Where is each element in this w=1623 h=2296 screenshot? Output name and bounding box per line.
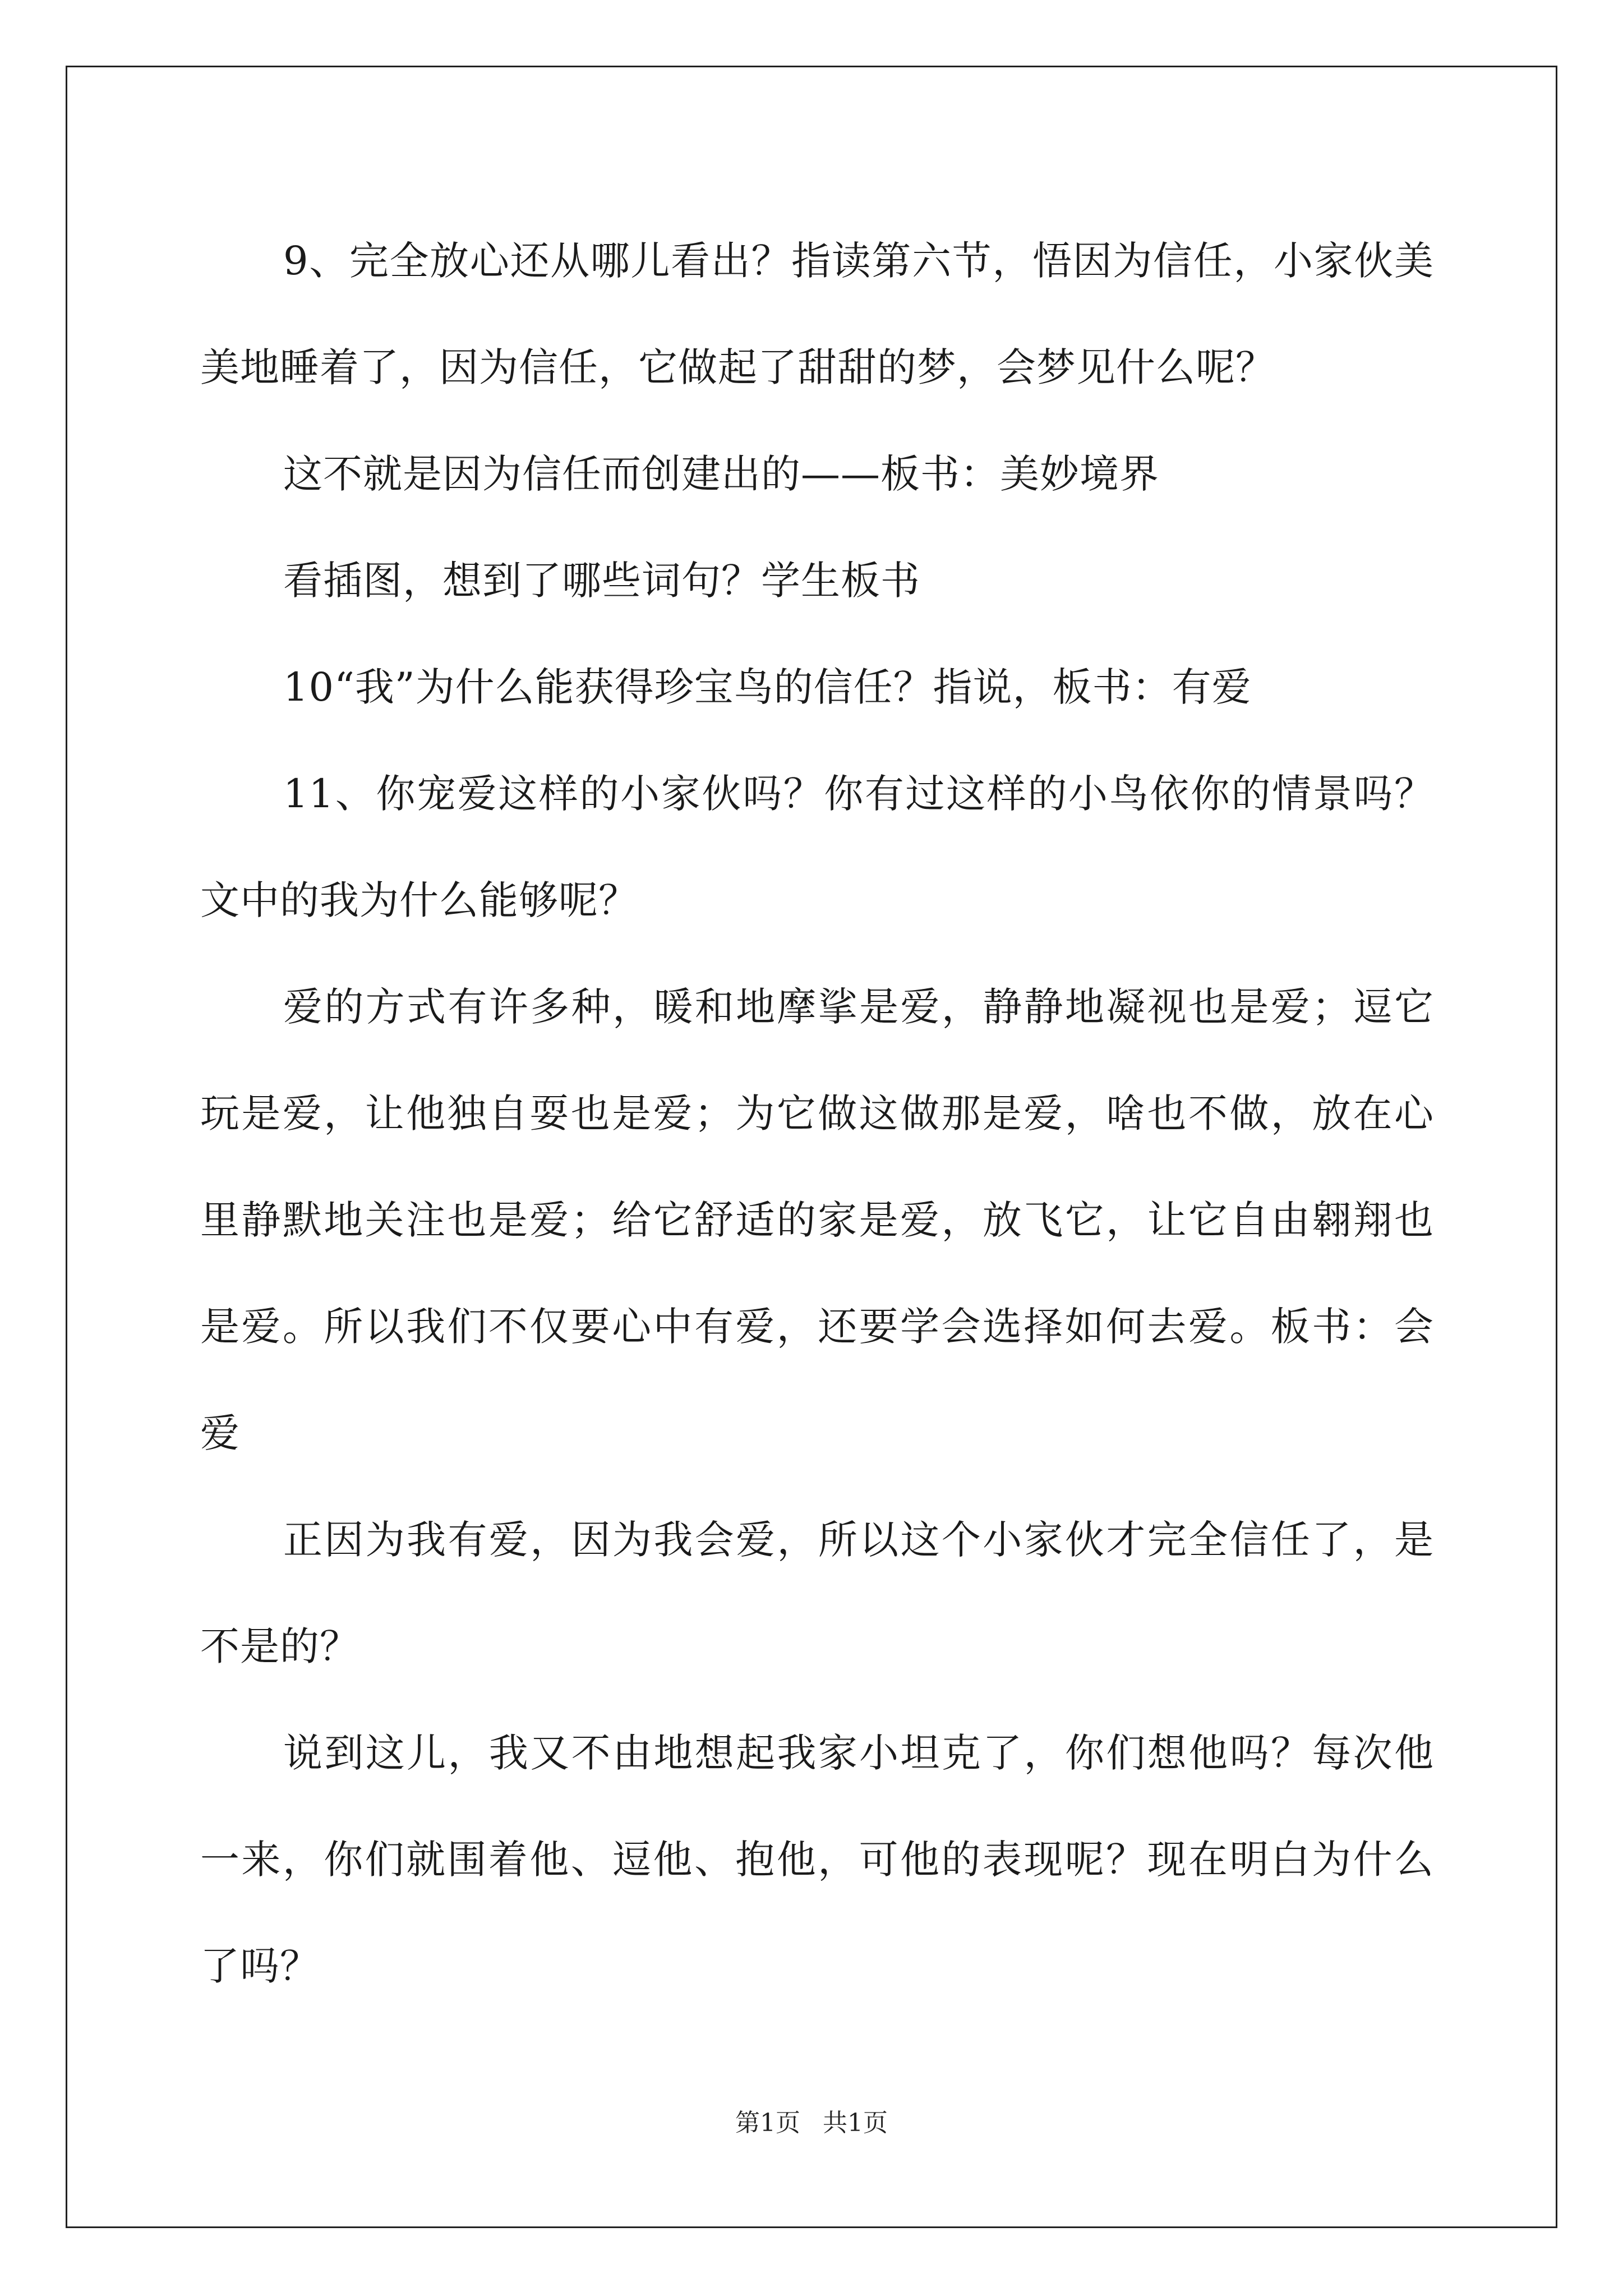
current-page-number: 第1页 bbox=[735, 2109, 800, 2137]
total-page-count: 共1页 bbox=[823, 2109, 888, 2137]
paragraph-10: 10“我”为什么能获得珍宝鸟的信任？指说，板书：有爱 bbox=[283, 664, 1252, 710]
document-body bbox=[200, 208, 1434, 2019]
paragraph-little-tank: 说到这儿，我又不由地想起我家小坦克了，你们想他吗？每次他一来，你们就围着他、逗他、抱他，可他的表现呢？现在明白为什么了吗？ bbox=[200, 1730, 1434, 1989]
paragraph-illustration: 看插图，想到了哪些词句？学生板书 bbox=[283, 558, 920, 604]
page-footer bbox=[0, 2102, 1623, 2138]
paragraph-ways-of-love: 爱的方式有许多种，暖和地摩挲是爱，静静地凝视也是爱；逗它玩是爱，让他独自耍也是爱；为它做这做那是爱，啥也不做，放在心里静默地关注也是爱；给它舒适的家是爱，放飞它，让它自由翱翔也是爱。所以我们不仅要心中有爱，还要学会选择如何去爱。板书：会爱 bbox=[200, 984, 1434, 1456]
paragraph-trust: 正因为我有爱，因为我会爱，所以这个小家伙才完全信任了，是不是的？ bbox=[200, 1517, 1434, 1669]
paragraph-11: 11、你宠爱这样的小家伙吗？你有过这样的小鸟依你的情景吗？文中的我为什么能够呢？ bbox=[200, 771, 1434, 923]
paragraph-blackboard-beautiful-realm: 这不就是因为信任而创建出的——板书：美妙境界 bbox=[283, 451, 1159, 497]
paragraph-9: 9、完全放心还从哪儿看出？指读第六节，悟因为信任，小家伙美美地睡着了，因为信任，它做起了甜甜的梦，会梦见什么呢？ bbox=[200, 238, 1434, 390]
